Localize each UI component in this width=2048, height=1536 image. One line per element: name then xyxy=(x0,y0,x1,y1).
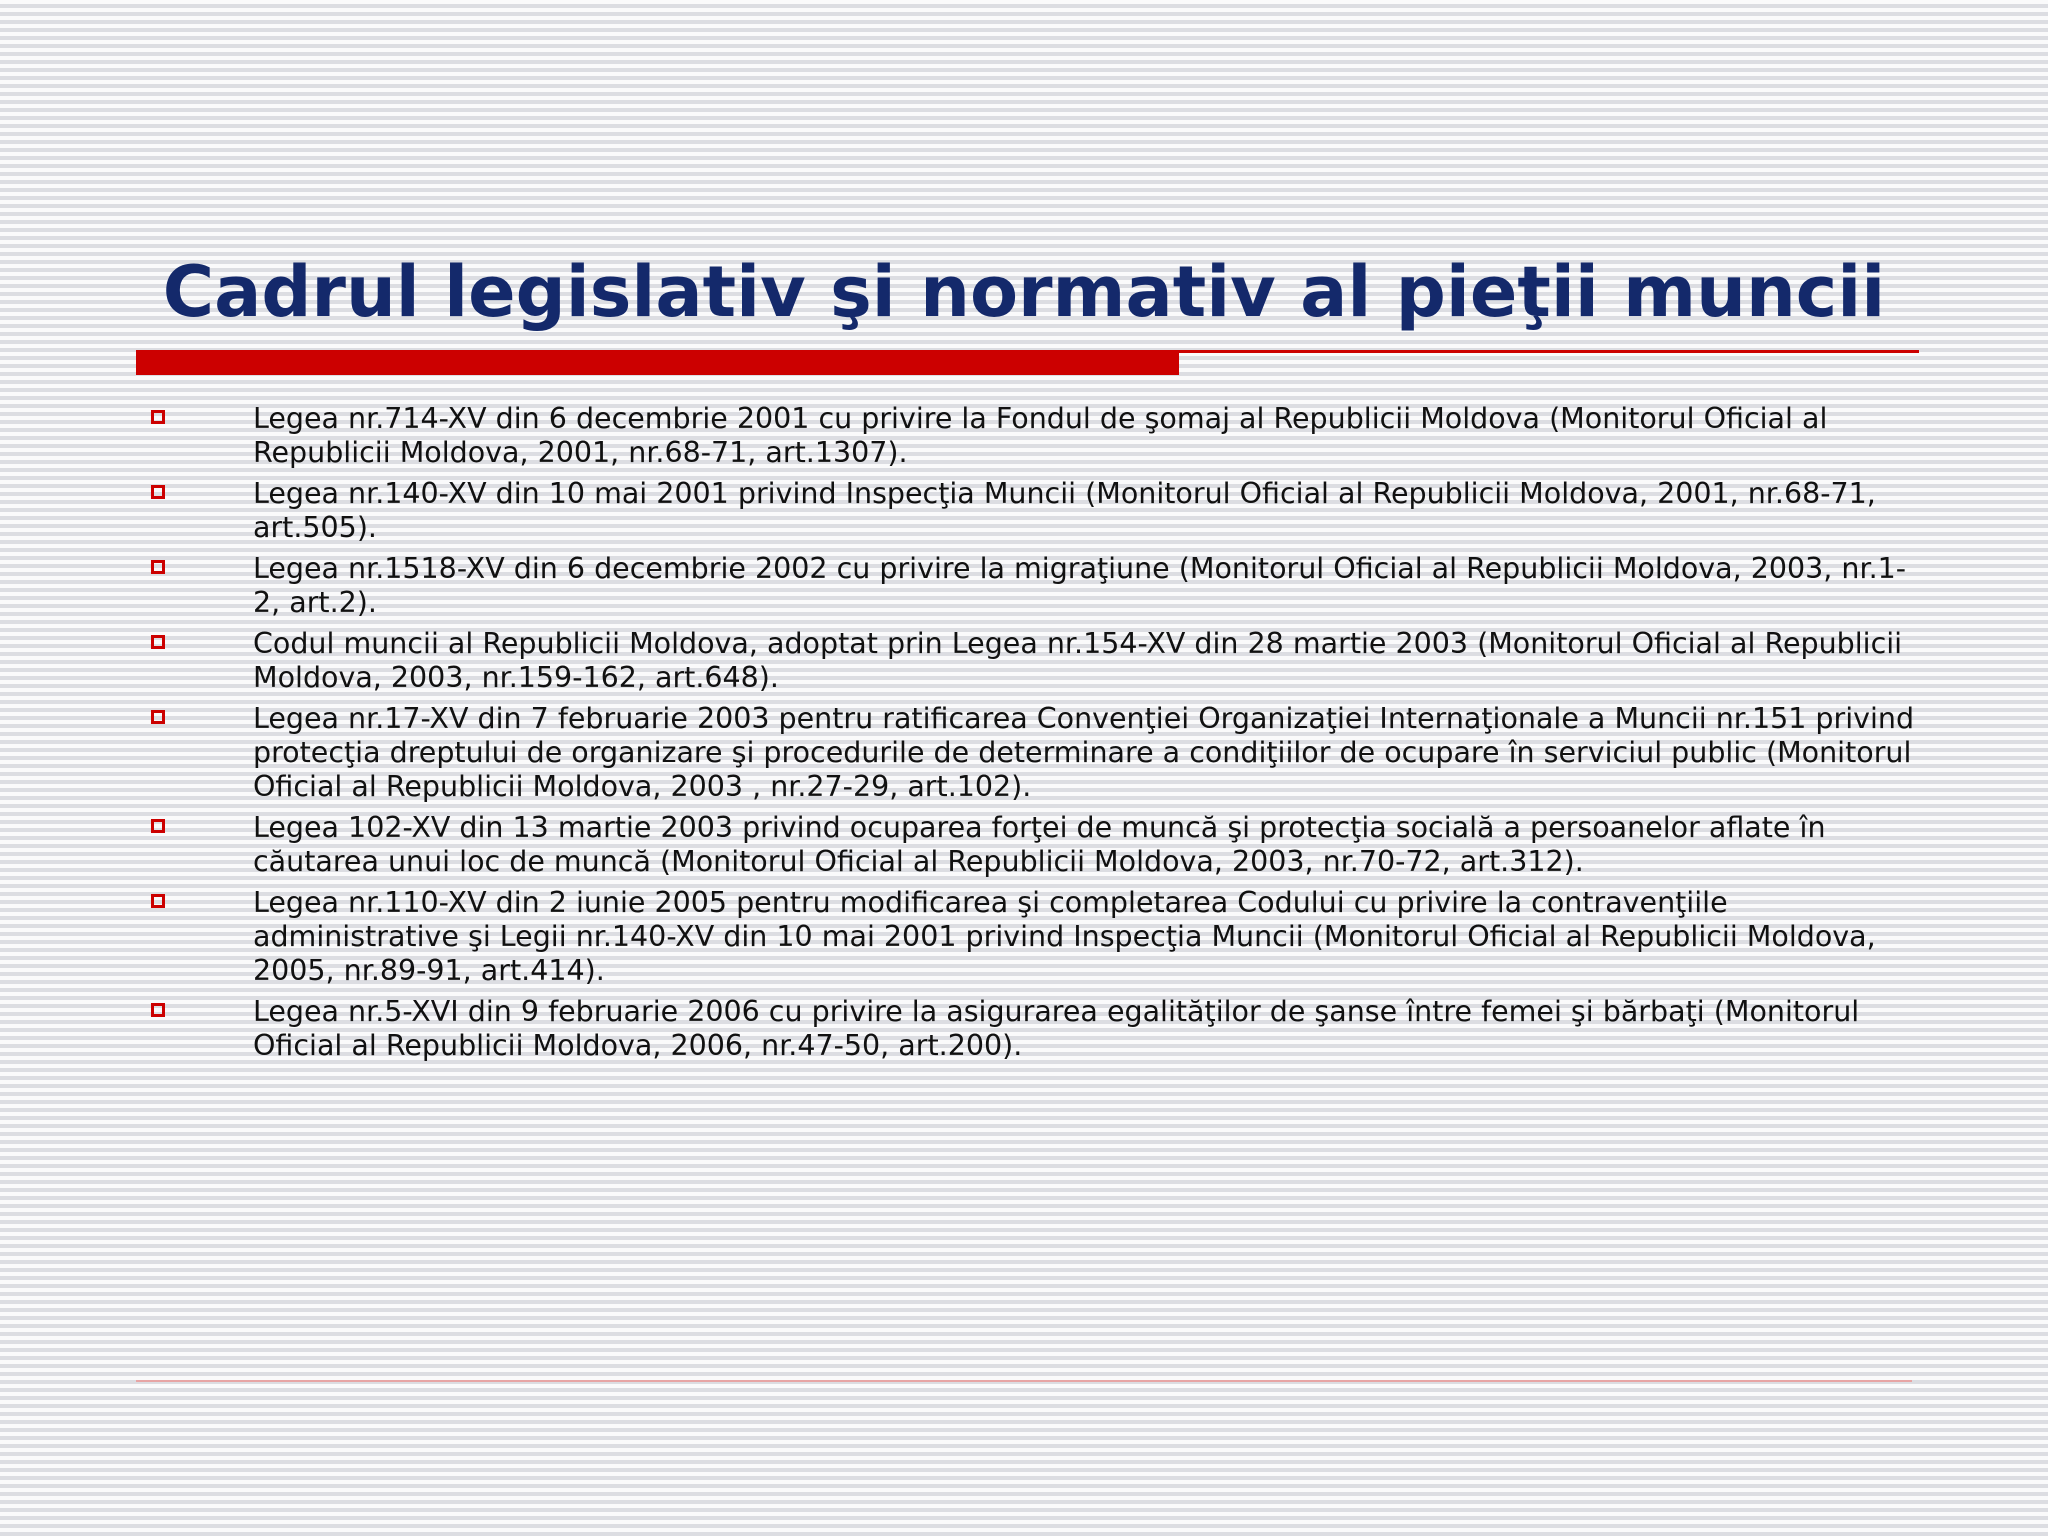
square-bullet-icon xyxy=(151,1003,165,1017)
list-item-text: Legea nr.110-XV din 2 iunie 2005 pentru modificarea şi completarea Codului cu privire la contravenţiile administrative şi Legii nr.140-XV din 10 mai 2001 privind Inspecţia Muncii (Monitorul Oficial al Republicii Moldova, 2005, nr.89-91, art.414). xyxy=(253,886,1876,987)
list-item xyxy=(136,477,1916,545)
square-bullet-icon xyxy=(151,410,165,424)
title-underline-thick xyxy=(136,350,1179,375)
square-bullet-icon xyxy=(151,710,165,724)
list-item-text: Legea nr.714-XV din 6 decembrie 2001 cu privire la Fondul de şomaj al Republicii Moldova (Monitorul Oficial al Republicii Moldova, 2001, nr.68-71, art.1307). xyxy=(253,402,1828,469)
square-bullet-icon xyxy=(151,485,165,499)
footer-divider xyxy=(136,1380,1912,1382)
title-underline-thin xyxy=(1179,350,1919,353)
list-item-text: Legea nr.17-XV din 7 februarie 2003 pentru ratificarea Convenţiei Organizaţiei Internaţionale a Muncii nr.151 privind protecţia dreptului de organizare şi procedurile de determinare a condiţiilor de ocupare în serviciul public (Monitorul Oficial al Republicii Moldova, 2003 , nr.27-29, art.102). xyxy=(253,702,1915,803)
slide-title: Cadrul legislativ şi normativ al pieţii muncii xyxy=(162,251,1886,333)
list-item xyxy=(136,552,1916,620)
square-bullet-icon xyxy=(151,635,165,649)
square-bullet-icon xyxy=(151,894,165,908)
square-bullet-icon xyxy=(151,819,165,833)
legislation-list xyxy=(136,402,1916,1070)
list-item-text: Legea nr.5-XVI din 9 februarie 2006 cu privire la asigurarea egalităţilor de şanse între femei şi bărbaţi (Monitorul Oficial al Republicii Moldova, 2006, nr.47-50, art.200). xyxy=(253,995,1860,1062)
list-item xyxy=(136,995,1916,1063)
list-item xyxy=(136,702,1916,804)
list-item xyxy=(136,402,1916,470)
list-item-text: Codul muncii al Republicii Moldova, adoptat prin Legea nr.154-XV din 28 martie 2003 (Monitorul Oficial al Republicii Moldova, 2003, nr.159-162, art.648). xyxy=(253,627,1903,694)
square-bullet-icon xyxy=(151,560,165,574)
list-item xyxy=(136,627,1916,695)
list-item-text: Legea nr.1518-XV din 6 decembrie 2002 cu privire la migraţiune (Monitorul Oficial al Republicii Moldova, 2003, nr.1-2, art.2). xyxy=(253,552,1907,619)
list-item-text: Legea nr.140-XV din 10 mai 2001 privind Inspecţia Muncii (Monitorul Oficial al Republicii Moldova, 2001, nr.68-71, art.505). xyxy=(253,477,1876,544)
list-item-text: Legea 102-XV din 13 martie 2003 privind ocuparea forţei de muncă şi protecţia socială a persoanelor aflate în căutarea unui loc de muncă (Monitorul Oficial al Republicii Moldova, 2003, nr.70-72, art.312). xyxy=(253,811,1826,878)
list-item xyxy=(136,886,1916,988)
list-item xyxy=(136,811,1916,879)
